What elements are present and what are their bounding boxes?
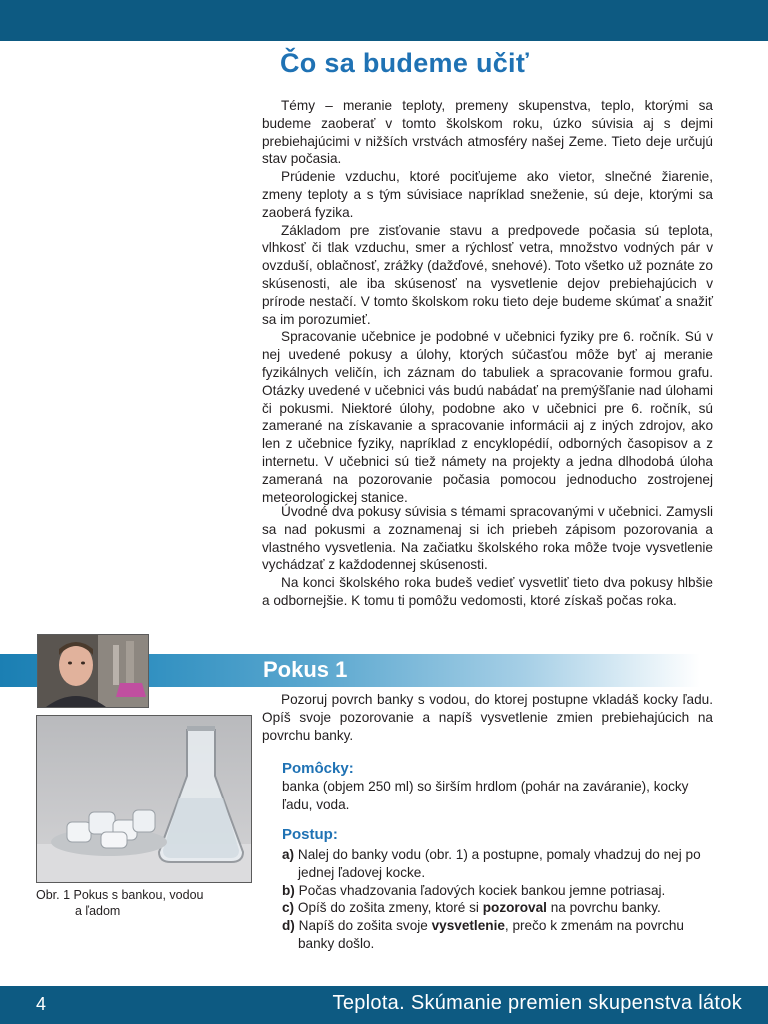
- pomocky-text: banka (objem 250 ml) so širším hrdlom (pohár na zaváranie), kocky ľadu, voda.: [282, 779, 689, 812]
- intro-paragraph: Úvodné dva pokusy súvisia s témami spracovanými v učebnici. Zamysli sa nad pokusmi a zoznamenaj si ich priebeh zápisom pozorovania a vlastného vysvetlenia. Na začiatku školského roka môže tvoje vysvetlenie vychádzať z každodennej skúsenosti.: [262, 504, 713, 573]
- page-title: Čo sa budeme učiť: [280, 48, 530, 78]
- chapter-title: Teplota. Skúmanie premien skupenstva látok: [332, 992, 742, 1014]
- intro-section: [262, 97, 713, 506]
- intro-paragraph: Základom pre zisťovanie stavu a predpovede počasia sú teplota, vlhkosť či tlak vzduchu, smer a rýchlosť vetra, množstvo vodných pár v ovzduší, oblačnosť, zrážky (dažďové, snehové). Toto všetko už poznáte zo skúsenosti, ale iba skúsenosť na vysvetlenie dejov prebiehajúcich v prírode nestačí. V tomto školskom roku tieto deje budeme skúmať a snažiť sa im porozumieť.: [262, 222, 713, 327]
- step-bold: vysvetlenie: [431, 918, 505, 934]
- page-number: 4: [36, 994, 47, 1014]
- figure-caption: [36, 887, 250, 919]
- step-letter: b): [282, 882, 295, 898]
- student-portrait-photo: [37, 634, 149, 708]
- intro-paragraph: Spracovanie učebnice je podobné v učebnici fyziky pre 6. ročník. Sú v nej uvedené pokusy a úlohy, ktorých súčasťou môže byť aj meranie fyzikálnych veličín, ich záznam do tabuliek a spracovanie formou grafu. Otázky uvedené v učebnici vás budú nabádať na premýšľanie nad úlohami či pokusmi. Niektoré úlohy, podobne ako v učebnici pre 6. ročník, sú zamerané na získavanie a spracovanie informácii aj z iných zdrojov, ako len z učebnice fyziky, napríklad z encyklopédií, odborných časopisov a z internetu. V učebnici sú tiež námety na projekty a jedna dlhodobá úloha zameraná na pozorovanie počasia pomocou jednoducho zostrojenej meteorologickej stanice.: [262, 329, 713, 505]
- pokus-paragraph: Pozoruj povrch banky s vodou, do ktorej postupne vkladáš kocky ľadu. Opíš svoje pozorovanie a napíš vysvetlenie zmien prebiehajúcich na povrchu banky.: [262, 692, 713, 743]
- step-text: Napíš do zošita svoje: [298, 918, 432, 934]
- step-text: Nalej do banky vodu (obr. 1) a postupne, pomaly vhadzuj do nej po jednej ľadovej kocke.: [297, 847, 701, 880]
- intro-paragraph: Na konci školského roka budeš vedieť vysvetliť tieto dva pokusy hlbšie a odbornejšie. K tomu ti pomôžu vedomosti, ktoré získaš počas roka.: [262, 575, 713, 608]
- step-letter: a): [282, 847, 295, 862]
- footer-bar: [0, 986, 768, 1024]
- postup-step: [282, 882, 713, 900]
- postup-step: [282, 917, 713, 953]
- flask-photo: [36, 715, 252, 883]
- step-letter: c): [282, 900, 295, 916]
- top-bar: [0, 0, 768, 41]
- flask-with-ice-illustration: [37, 716, 251, 882]
- intro-paragraph: Prúdenie vzduchu, ktoré pociťujeme ako vietor, slnečné žiarenie, zmeny teploty a s tým súvisiace napríklad sneženie, sú deje, ktorými sa zaoberá fyzika.: [262, 169, 713, 220]
- pomocky-heading: Pomôcky:: [282, 760, 354, 777]
- step-letter: d): [282, 918, 295, 934]
- postup-step: [282, 846, 713, 882]
- step-text: Opíš do zošita zmeny, ktoré si: [297, 900, 483, 916]
- step-bold: pozoroval: [482, 900, 547, 916]
- intro-paragraph: Témy – meranie teploty, premeny skupenstva, teplo, ktorými sa budeme zaoberať v tomto školskom roku, úzko súvisia aj s dejmi prebiehajúcimi v nižších vrstvách atmosféry našej Zeme. Tieto deje určujú stav počasia.: [262, 98, 713, 167]
- postup-step: [282, 899, 713, 917]
- step-text: , prečo k zmenám na povrchu banky došlo.: [298, 918, 684, 951]
- postup-steps: [282, 846, 713, 953]
- intro-section-2: [262, 503, 713, 610]
- student-portrait-illustration: [38, 635, 148, 707]
- step-text: na povrchu banky.: [546, 900, 661, 916]
- step-text: Počas vhadzovania ľadových kociek bankou jemne potriasaj.: [298, 882, 666, 898]
- pokus-intro: [262, 691, 713, 744]
- pokus-heading: Pokus 1: [263, 657, 348, 682]
- figure-caption-line2: a ľadom: [75, 904, 121, 918]
- postup-heading: Postup:: [282, 826, 338, 843]
- figure-caption-line1: Obr. 1 Pokus s bankou, vodou: [36, 888, 204, 902]
